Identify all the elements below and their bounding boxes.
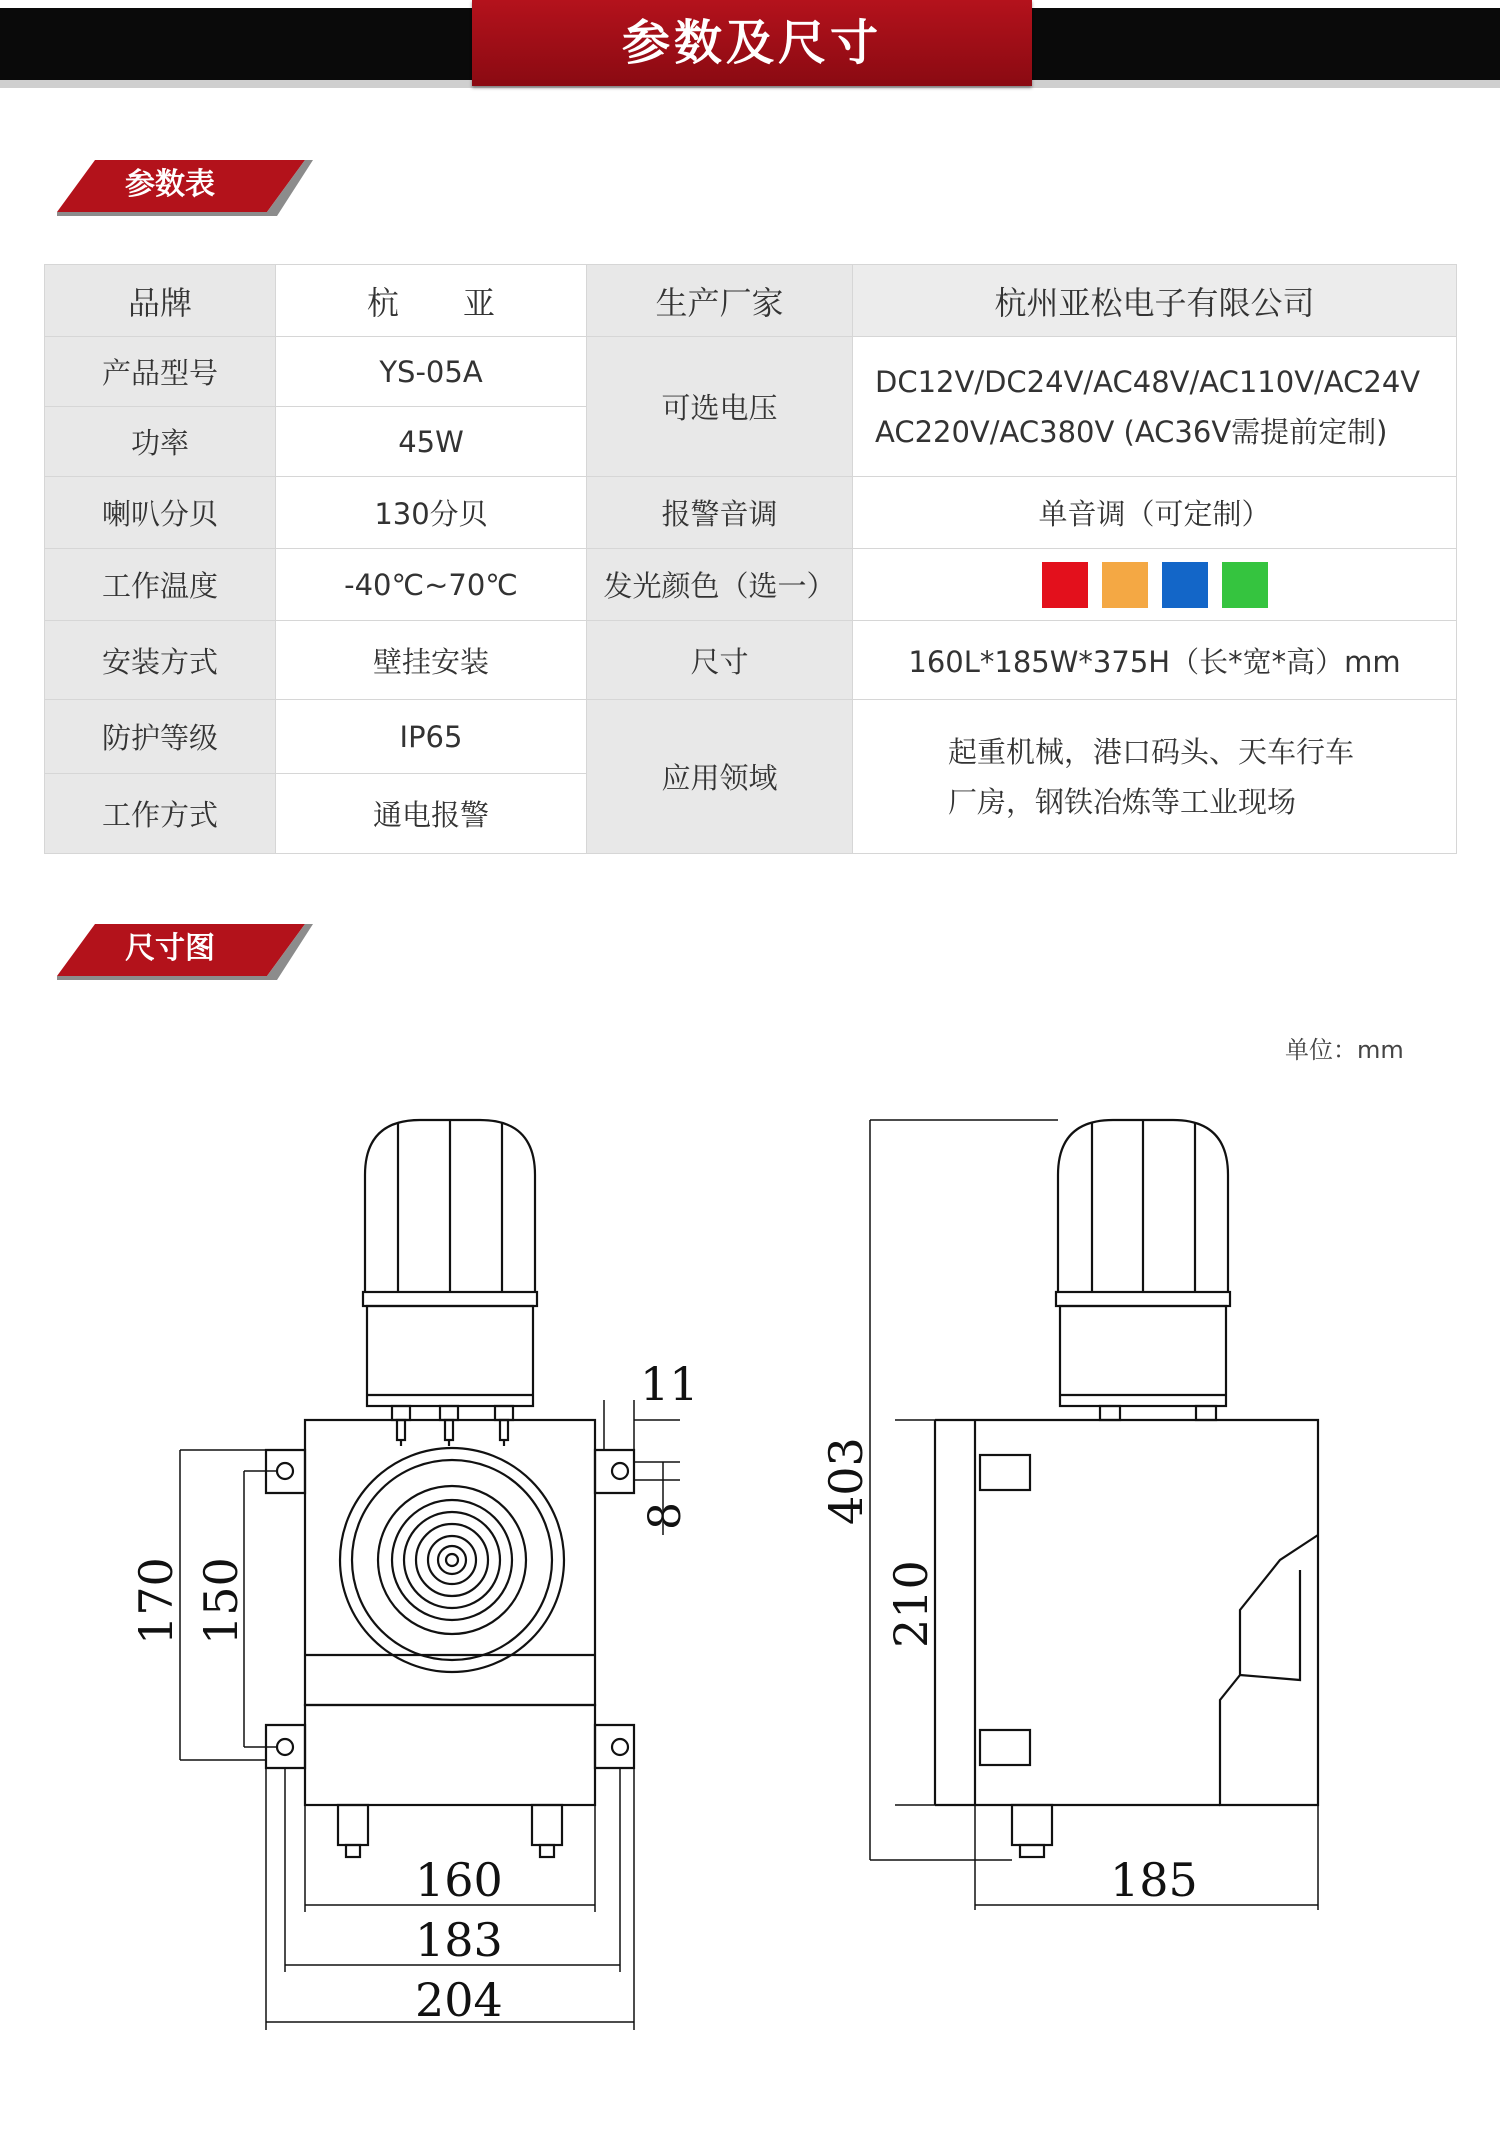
voltage-value bbox=[853, 337, 1457, 477]
power-value: 45W bbox=[276, 407, 587, 477]
temperature-key: 工作温度 bbox=[45, 549, 276, 621]
dim-label-170: 170 bbox=[129, 1557, 183, 1645]
dim-label-11: 11 bbox=[640, 1357, 699, 1411]
side-view bbox=[870, 1120, 1318, 1910]
model-value: YS-05A bbox=[276, 337, 587, 407]
section-label-dims bbox=[55, 922, 315, 982]
size-key: 尺寸 bbox=[587, 621, 853, 700]
dim-label-160: 160 bbox=[415, 1853, 503, 1907]
decibel-key: 喇叭分贝 bbox=[45, 477, 276, 549]
section-title-params: 参数表 bbox=[125, 167, 215, 202]
protection-key: 防护等级 bbox=[45, 700, 276, 774]
application-line-2: 厂房，钢铁冶炼等工业现场 bbox=[948, 784, 1297, 819]
temperature-value: -40℃~70℃ bbox=[276, 549, 587, 621]
dimension-drawing bbox=[0, 1050, 1500, 2150]
tone-key: 报警音调 bbox=[587, 477, 853, 549]
size-value: 160L*185W*375H（长*宽*高）mm bbox=[853, 621, 1457, 700]
swatch-green bbox=[1222, 562, 1268, 608]
section-title-dims: 尺寸图 bbox=[125, 931, 215, 966]
unit-label: 单位：mm bbox=[1285, 1036, 1404, 1064]
work-mode-value: 通电报警 bbox=[276, 774, 587, 854]
maker-value: 杭州亚松电子有限公司 bbox=[853, 265, 1457, 337]
work-mode-key: 工作方式 bbox=[45, 774, 276, 854]
protection-value: IP65 bbox=[276, 700, 587, 774]
light-color-key: 发光颜色（选一） bbox=[587, 549, 853, 621]
mount-value: 壁挂安装 bbox=[276, 621, 587, 700]
dim-label-185: 185 bbox=[1110, 1853, 1198, 1907]
brand-key: 品牌 bbox=[45, 265, 276, 337]
model-key: 产品型号 bbox=[45, 337, 276, 407]
dim-label-8: 8 bbox=[640, 1502, 691, 1530]
dim-label-150: 150 bbox=[194, 1557, 248, 1645]
application-line-1: 起重机械，港口码头、天车行车 bbox=[948, 734, 1355, 769]
header-bar bbox=[0, 0, 1500, 90]
application-value bbox=[853, 700, 1457, 854]
spec-table bbox=[44, 264, 1457, 854]
decibel-value: 130分贝 bbox=[276, 477, 587, 549]
tone-value: 单音调（可定制） bbox=[853, 477, 1457, 549]
page-title: 参数及尺寸 bbox=[621, 15, 882, 71]
power-key: 功率 bbox=[45, 407, 276, 477]
voltage-line-1: DC12V/DC24V/AC48V/AC110V/AC24V bbox=[875, 364, 1421, 399]
voltage-line-2: AC220V/AC380V (AC36V需提前定制) bbox=[875, 414, 1388, 449]
dim-label-403: 403 bbox=[819, 1437, 873, 1525]
voltage-key: 可选电压 bbox=[587, 337, 853, 477]
dim-label-210: 210 bbox=[884, 1560, 938, 1648]
light-color-swatches bbox=[853, 549, 1457, 621]
section-label-params bbox=[55, 158, 315, 218]
swatch-red bbox=[1042, 562, 1088, 608]
mount-key: 安装方式 bbox=[45, 621, 276, 700]
swatch-orange bbox=[1102, 562, 1148, 608]
swatch-blue bbox=[1162, 562, 1208, 608]
application-key: 应用领域 bbox=[587, 700, 853, 854]
brand-value: 杭 亚 bbox=[276, 265, 587, 337]
dim-label-183: 183 bbox=[415, 1913, 503, 1967]
dim-label-204: 204 bbox=[415, 1973, 503, 2027]
maker-key: 生产厂家 bbox=[587, 265, 853, 337]
